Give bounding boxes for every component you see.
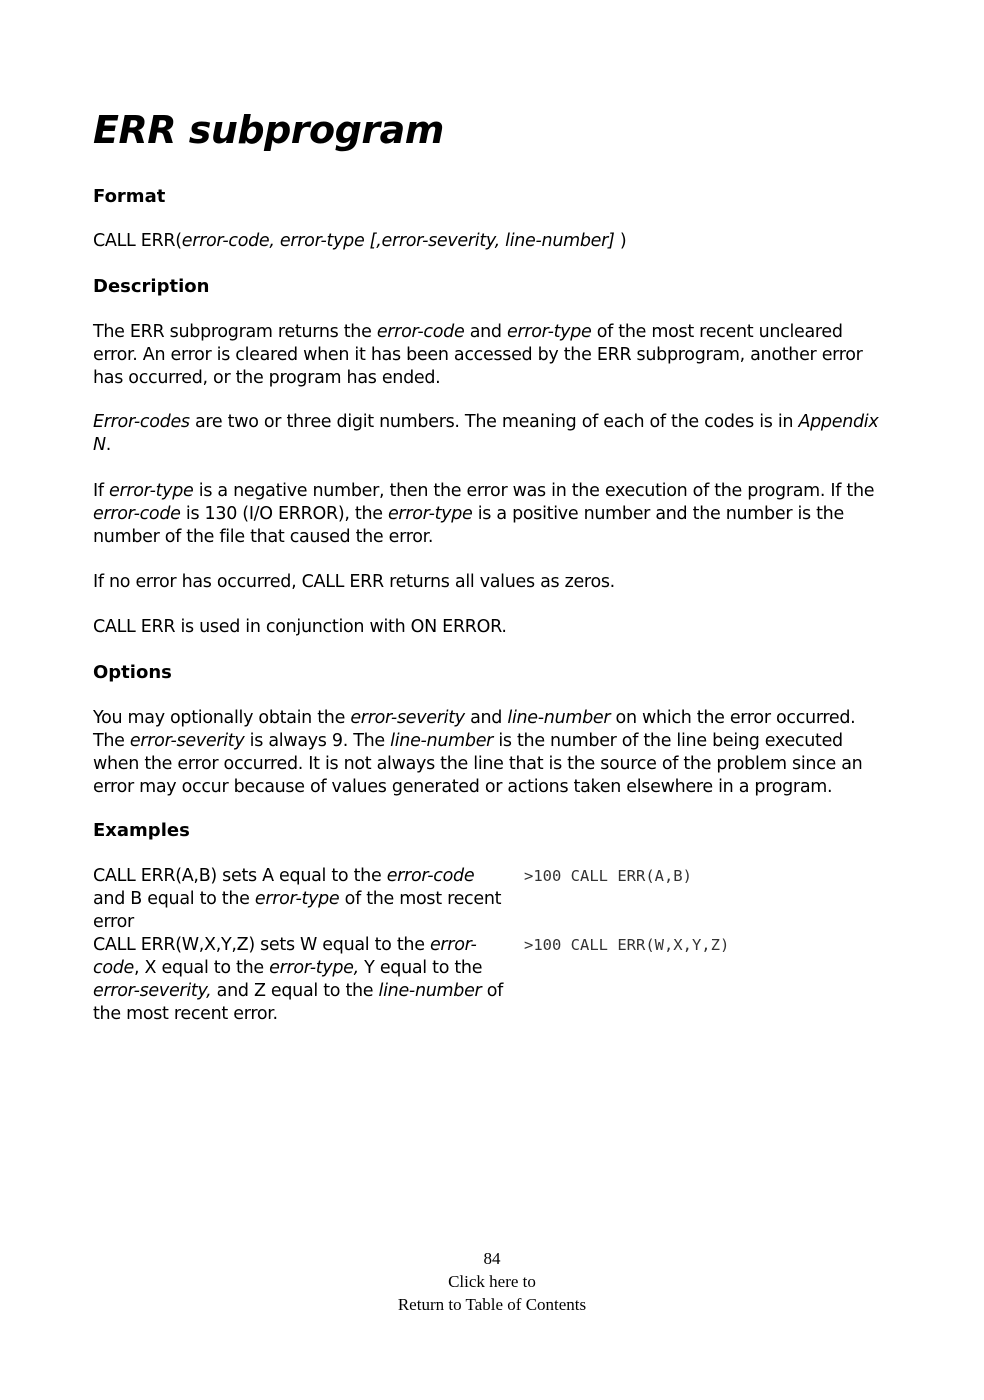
description-paragraph-4: If no error has occurred, CALL ERR returns all values as zeros. xyxy=(93,572,615,592)
description-paragraph-3 xyxy=(93,480,883,549)
italic-run: error-severity xyxy=(129,731,245,751)
format-heading: Format xyxy=(93,186,166,207)
text-run: . xyxy=(105,435,112,455)
italic-run: error-type xyxy=(387,504,473,524)
text-run: Y equal to the xyxy=(358,958,483,978)
italic-run: error-code xyxy=(386,866,475,886)
page-number: 84 xyxy=(483,1249,501,1268)
italic-run: error-severity xyxy=(350,708,465,728)
italic-run: error-type xyxy=(254,889,340,909)
italic-run: line-number xyxy=(507,708,611,728)
text-run: , X equal to the xyxy=(134,958,270,978)
format-call-args: error-code, error-type [,error-severity, line-number] xyxy=(181,231,615,251)
page-footer xyxy=(0,1247,984,1316)
text-run: CALL ERR(W,X,Y,Z) sets W equal to the xyxy=(93,935,430,955)
italic-run: Appendix N xyxy=(93,412,879,455)
text-run: and B equal to the xyxy=(93,889,255,909)
text-run: is 130 (I/O ERROR), the xyxy=(180,504,388,524)
example-2-description xyxy=(93,934,505,1026)
italic-run: error-severity, xyxy=(93,981,212,1001)
italic-run: line-number xyxy=(378,981,482,1001)
toc-link-line-2[interactable]: Return to Table of Contents xyxy=(397,1295,587,1314)
format-syntax xyxy=(93,230,883,253)
description-paragraph-1 xyxy=(93,321,883,390)
description-paragraph-2 xyxy=(93,411,883,457)
description-paragraph-5: CALL ERR is used in conjunction with ON ERROR. xyxy=(93,617,507,637)
text-run: of the most recent error. xyxy=(93,981,503,1024)
description-heading: Description xyxy=(93,276,210,297)
italic-run: error-type xyxy=(507,322,592,342)
italic-run: error-code xyxy=(93,504,181,524)
italic-run: error-code xyxy=(376,322,465,342)
text-run: and Z equal to the xyxy=(211,981,379,1001)
example-2-code: >100 CALL ERR(W,X,Y,Z) xyxy=(524,936,730,954)
toc-link-line-1[interactable]: Click here to xyxy=(448,1272,536,1291)
text-run: on which the error occurred. The xyxy=(93,708,856,751)
text-run: is the number of the line being executed when the error occurred. It is not always the line that is the source of the problem since an error may occur because of values generated or actions taken elsewhere in a program. xyxy=(93,731,863,797)
italic-run: error-code xyxy=(93,935,477,978)
text-run: You may optionally obtain the xyxy=(93,708,351,728)
text-run: and xyxy=(464,322,507,342)
text-run: CALL ERR(A,B) sets A equal to the xyxy=(93,866,387,886)
page-title: ERR subprogram xyxy=(93,108,444,152)
text-run: is always 9. The xyxy=(244,731,391,751)
example-1-code: >100 CALL ERR(A,B) xyxy=(524,867,692,885)
example-1-description xyxy=(93,865,505,934)
text-run: is a negative number, then the error was in the execution of the program. If the xyxy=(193,481,875,501)
italic-run: Error-codes xyxy=(93,412,190,432)
italic-run: error-type, xyxy=(269,958,359,978)
text-run: The ERR subprogram returns the xyxy=(93,322,377,342)
text-run: of the most recent error xyxy=(93,889,502,932)
italic-run: error-type xyxy=(109,481,194,501)
text-run: and xyxy=(464,708,508,728)
italic-run: line-number xyxy=(390,731,494,751)
format-call-suffix: ) xyxy=(614,231,627,251)
text-run: of the most recent uncleared error. An error is cleared when it has been accessed by the ERR subprogram, another error has occurred, or the program has ended. xyxy=(93,322,863,388)
examples-heading: Examples xyxy=(93,820,190,841)
options-heading: Options xyxy=(93,662,172,683)
text-run: is a positive number and the number is the number of the file that caused the error. xyxy=(93,504,844,547)
text-run: If xyxy=(93,481,109,501)
options-paragraph xyxy=(93,707,883,799)
format-call-prefix: CALL ERR( xyxy=(93,231,182,251)
text-run: are two or three digit numbers. The meaning of each of the codes is in xyxy=(189,412,799,432)
